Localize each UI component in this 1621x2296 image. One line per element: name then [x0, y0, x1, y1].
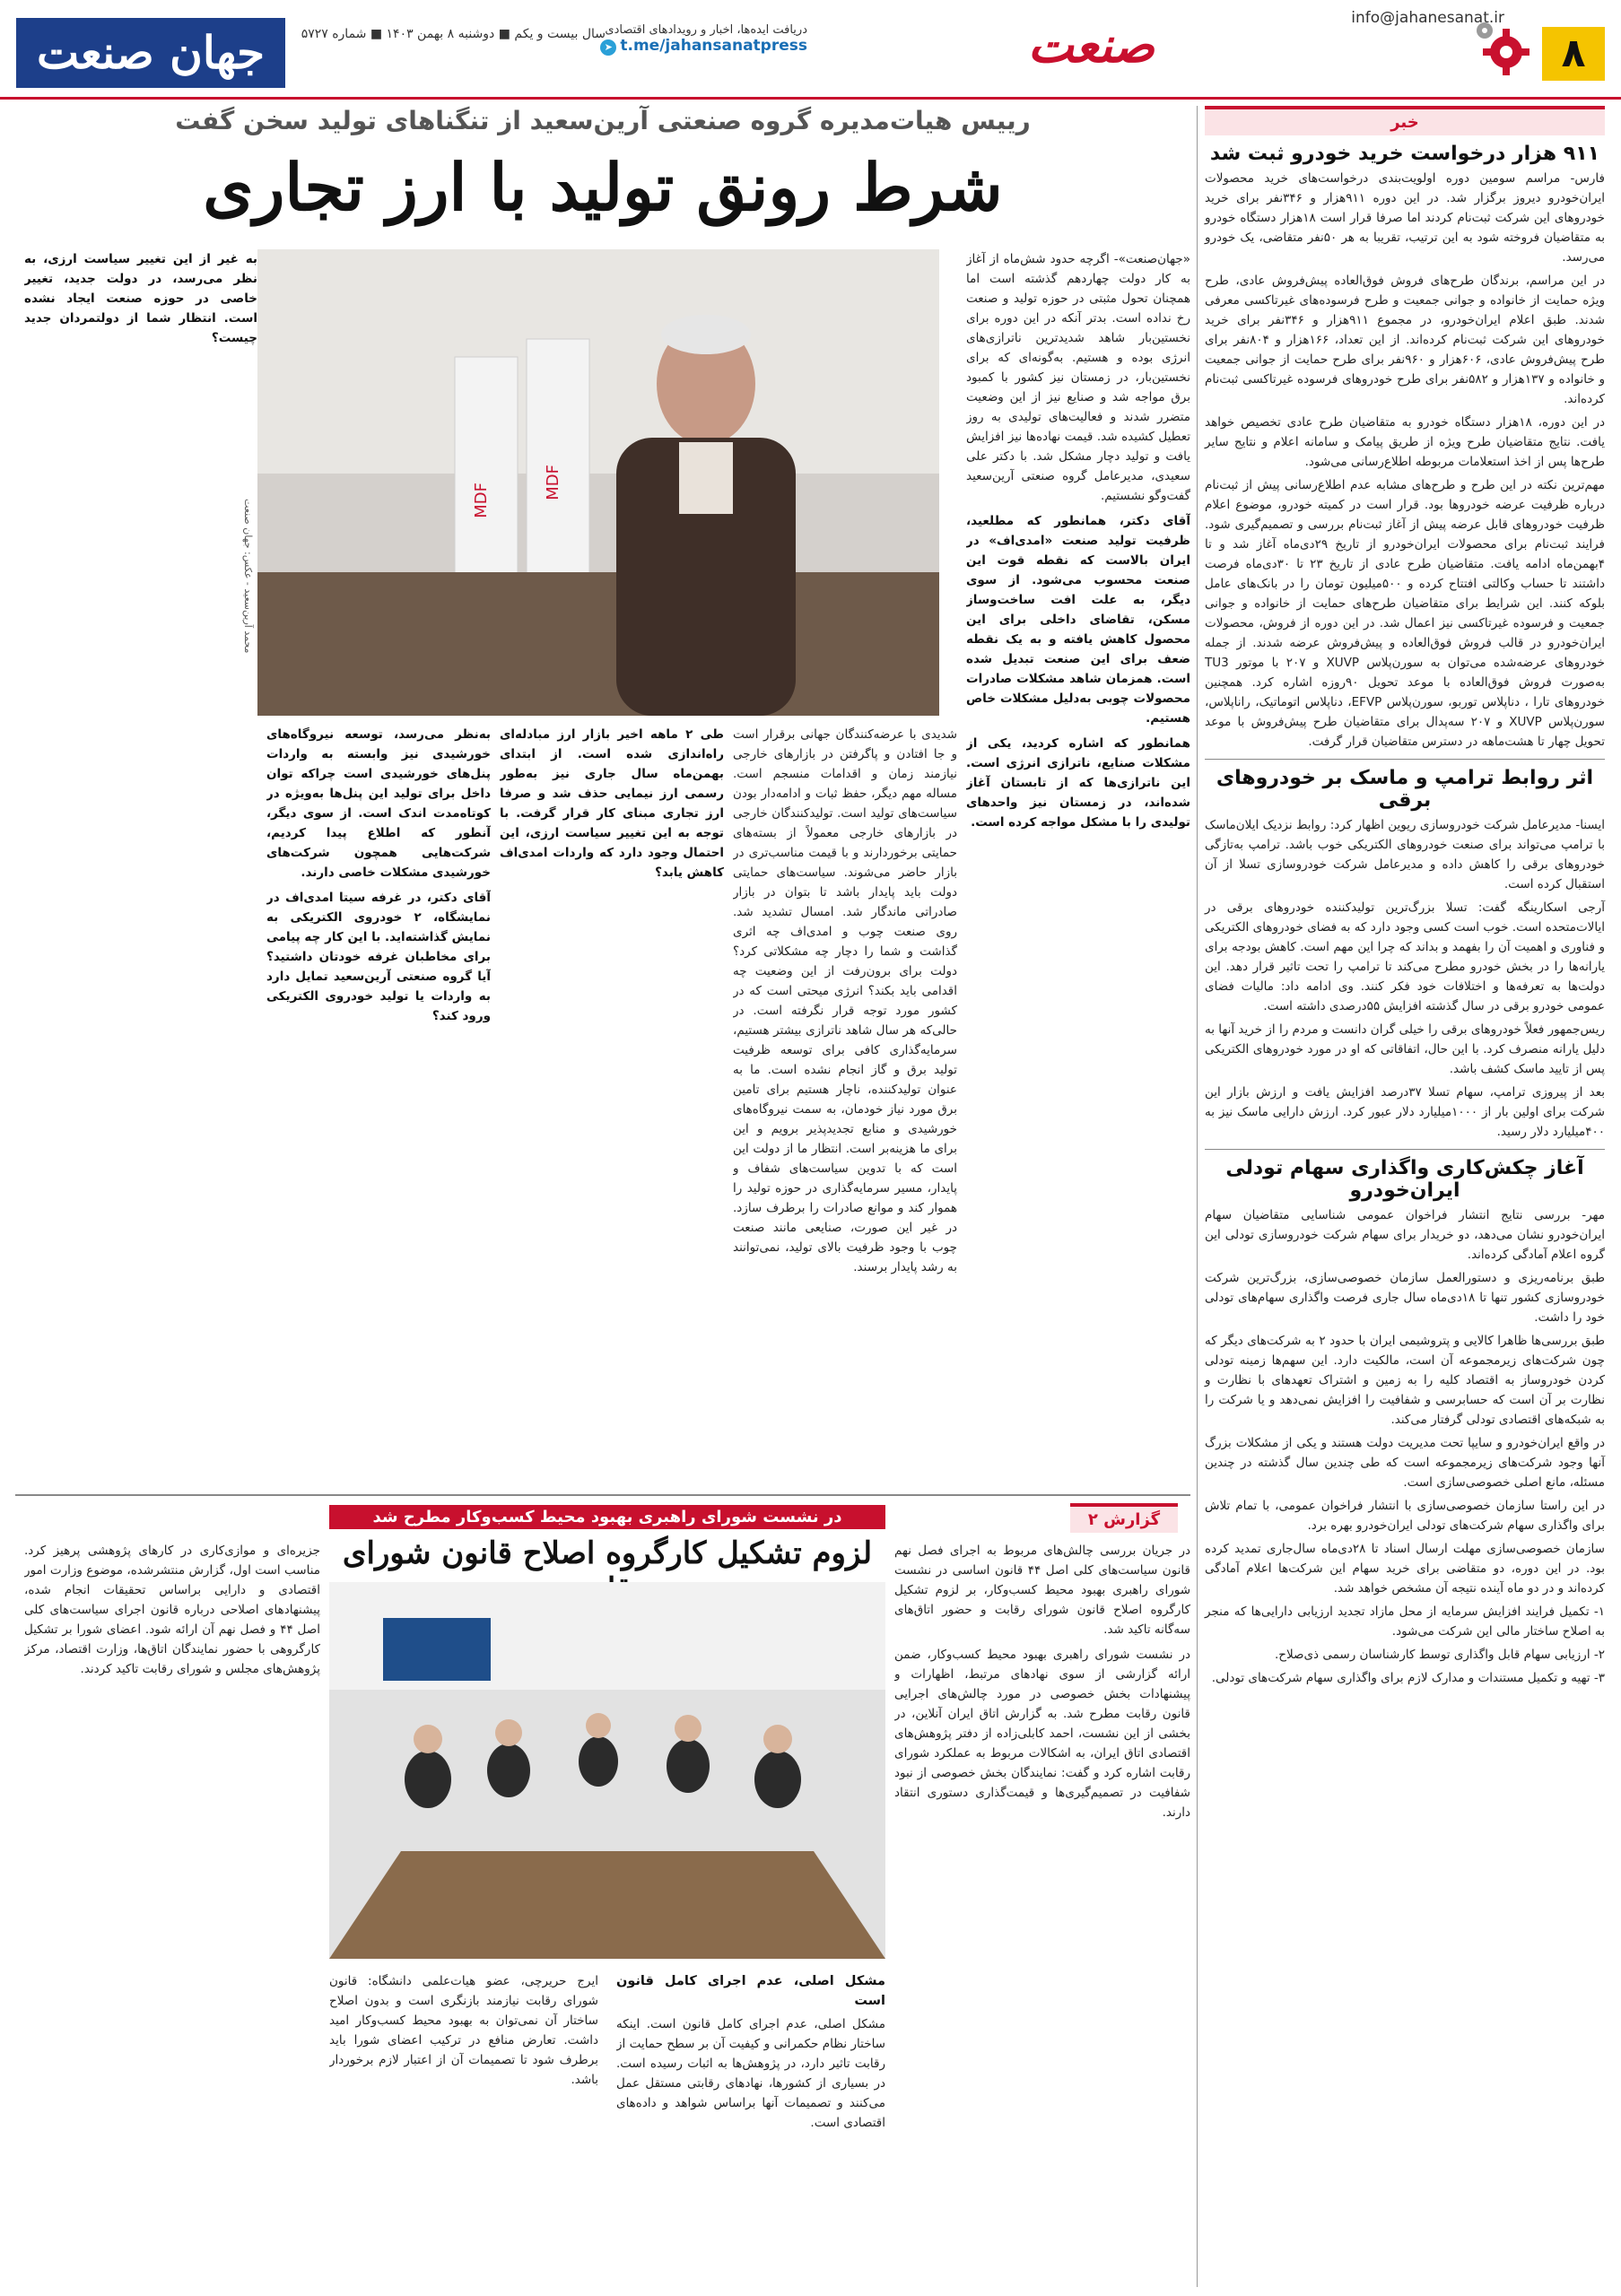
article-question: به‌نظر می‌رسد، توسعه نیروگاه‌های خورشیدی نیز وابسته به واردات پنل‌های خورشیدی است چراکه توان داخل برای تولید این پنل‌ها به‌ویژه در کوتاه‌مدت اندک است. از سوی دیگر، آنطور که اطلاع پیدا کردیم، شرکت‌هایی همچون شرکت‌های خورشیدی مشکلات خاصی دارند.	[266, 727, 491, 880]
svg-text:MDF: MDF	[544, 465, 562, 500]
report-section	[15, 1494, 1190, 2289]
report-column	[329, 1971, 598, 2276]
report-column	[894, 1541, 1190, 2276]
news-paragraph: در این دوره، ۱۸هزار دستگاه خودرو به متقاضیان طرح عادی تخصیص خواهد یافت. نتایج متقاضیان طرح ویژه از طریق پیامک و سامانه اعلام و نتایج سایر طرح‌ها پس از اخذ استعلامات مربوطه اطلاع‌رسانی می‌شود.	[1205, 415, 1606, 469]
article-body: شدیدی با عرضه‌کنندگان جهانی برقرار است و جا افتادن و پاگرفتن در بازارهای خارجی نیازمند زمان و اقدامات منسجم است. مساله مهم دیگر، حفظ ثبات و ادامه‌دار بودن سیاست‌های تولید است. تولیدکنندگان خارجی در بازارهای خارجی معمولاً از بسته‌های حمایتی برخوردارند و با قیمت مناسب‌تری در بازار حاضر می‌شوند. سیاست‌های حمایتی دولت باید پایدار باشد تا بتوان در بازار صادراتی ماندگار شد. امسال تشدید شد. روی صنعت چوب و امدی‌اف چه اثری گذاشت و شما را دچار چه مشکلاتی کرد؟ دولت برای برون‌رفت از این وضعیت چه اقدامی باید بکند؟ انرژی میحتی است که در کشور مورد توجه قرار نگرفته است. در حالی‌که هر سال شاهد ناترازی بیشتر هستیم، سرمایه‌گذاری کافی برای توسعه ظرفیت تولید برق و گاز انجام نشده است. ما به عنوان تولیدکننده، ناچار هستیم برای تامین برق مورد نیاز خودمان، به سمت نیروگاه‌های خورشیدی و منابع تجدیدپذیر برویم و این برای ما هزینه‌بر است. انتظار ما از دولت این است که با تدوین سیاست‌های شفاف و پایدار، مسیر سرمایه‌گذاری در حوزه تولید را هموار کند و موانع صادرات را برطرف سازد. در غیر این صورت، صنایعی مانند صنعت چوب با وجود ظرفیت بالای تولید، نمی‌توانند به رشد پایدار برسند.	[733, 727, 957, 1274]
report-paragraph: در جریان بررسی چالش‌های مربوط به اجرای فصل نهم قانون سیاست‌های کلی اصل ۴۴ قانون اساسی در نشست شورای راهبری بهبود محیط کسب‌وکار، بر لزوم تشکیل کارگروه اصلاح قانون شورای رقابت و حضور اتاق‌های سه‌گانه تاکید شد.	[894, 1544, 1190, 1637]
article-question: به غیر از این تغییر سیاست ارزی، به نظر می‌رسد، در دولت جدید، تغییر خاصی در حوزه صنعت ایجاد نشده است. انتظار شما از دولتمردان جدید چیست؟	[24, 252, 257, 345]
telegram-link[interactable]: t.me/jahansanatpress	[620, 37, 807, 55]
article-question: آقای دکتر، همانطور که مطلعید، ظرفیت تولید صنعت «امدی‌اف» در ایران بالاست که نقطه قوت این صنعت محسوب می‌شود. از سوی دیگر، به علت افت ساخت‌وساز مسکن، تقاضای داخلی برای این محصول کاهش یافته و به یک نقطه ضعف برای این صنعت تبدیل شده است. همزمان شاهد مشکلات صادرات محصولات چوبی به‌دلیل مشکلات خاص هستیم.	[966, 514, 1190, 726]
news-body	[1205, 169, 1605, 752]
report-label: گزارش ۲	[1070, 1503, 1178, 1533]
news-label: خبر	[1205, 106, 1605, 135]
news-paragraph: طبق بررسی‌ها ظاهرا کالایی و پتروشیمی ایران با حدود ۲ به شرکت‌های دیگر که چون شرکت‌های زیرمجموعه آن است، مالکیت دارد. این سهم‌ها زمینه تودلی کردن خودروساز به اقتصاد کلیه را به زمین و اشتراک تعهدهای با نظارت و نظارت بر آن است که حسابرسی و شفافیت را افزایش نمی‌دهد و یا شرکت را به شبکه‌های اقتصادی تودلی گرفتار می‌کند.	[1205, 1334, 1605, 1427]
report-title: لزوم تشکیل کارگروه اصلاح قانون شورای	[342, 1535, 873, 1571]
news-paragraph: در واقع ایران‌خودرو و سایپا تحت مدیریت دولت هستند و یکی از مشکلات بزرگ آنها وجود شرکت‌های زیرمجموعه است که طی چندین سال گذشته در چندین مسئله، مانع اصلی خصوصی‌سازی است.	[1205, 1436, 1605, 1490]
divider	[1205, 1149, 1605, 1150]
divider	[1205, 759, 1605, 760]
article-question: همانطور که اشاره کردید، یکی از مشکلات صنایع، ناترازی انرژی است. این ناترازی‌ها که از تابستان آغاز شده‌اند، در زمستان نیز واحدهای تولیدی را با مشکل مواجه کرده است.	[966, 736, 1190, 830]
report-kicker: در نشست شورای راهبری بهبود محیط کسب‌وکار مطرح شد	[329, 1505, 885, 1529]
news-body	[1205, 815, 1605, 1142]
article-question: طی ۲ ماهه اخیر بازار ارز مبادله‌ای راه‌اندازی شده است. از ابتدای بهمن‌ماه سال جاری نیز به‌طور رسمی ارز نیمایی حذف شد و صرفا ارز تجاری مبنای کار قرار گرفت. با توجه به این تغییر سیاست ارزی، این احتمال وجود دارد که واردات امدی‌اف کاهش یابد؟	[500, 727, 724, 880]
news-paragraph: مهم‌ترین نکته در این طرح و طرح‌های مشابه عدم اطلاع‌رسانی پیش از ثبت‌نام درباره ظرفیت عرضه خودروها بود. قرار است در کمیته خودرو، موضوع اعلام ظرفیت خودروهای قابل عرضه پیش از آغاز ثبت‌نام بررسی و تصمیم‌گیری شود. فرایند ثبت‌نام برای محصولات ایران‌خودرو از تاریخ ۲۹دی‌ماه آغاز شد و تا ۴بهمن‌ماه ادامه یافت. متقاضیان طرح عادی از تاریخ ۲۳ تا ۳۰دی‌ماه فرصت داشتند تا حساب وکالتی افتتاح کرده و ۵۰۰میلیون تومان را در بانک‌های عامل بلوکه کنند. این شرایط برای متقاضیان طرح‌های حمایت از خانواده و جوانی جمعیت و فرسوده غیرتاکسی نیز اعمال شد. در این دوره از فروش، محصولات ایران‌خودرو در قالب فروش فوق‌العاده و پیش‌فروش عرضه شدند. از جمله خودروهای عرضه‌شده می‌توان به سورن‌پلاس XUVP و ۲۰۷ با موتور TU3 به‌صورت فروش فوق‌العاده با موعد تحویل ۹۰روزه اشاره کرد. همچنین خودروهای تارا ، دنا‌پلاس توربو، سورن‌پلاس EFVP، دنا‌پلاس اتوماتیک، رانا‌پلاس، سورن‌پلاس XUVP و ۲۰۷ سه‌پدال برای متقاضیان طرح پیش‌فروش با موعد تحویل چهار تا هشت‌ماهه در دسترس متقاضیان قرار گرفت.	[1205, 478, 1606, 749]
meeting-photo	[329, 1582, 885, 1959]
article-column	[733, 725, 957, 1478]
issue-line: سال بیست و یکم ■ دوشنبه ۸ بهمن ۱۴۰۳ ■ شماره ۵۷۲۷	[301, 27, 606, 41]
report-paragraph: جزیره‌ای و موازی‌کاری در کارهای پژوهشی پرهیز کرد. مناسب است اول، گزارش منتشرشده، موضوع وزارت امور اقتصادی و دارایی براساس تحقیقات انجام شده، پیشنهادهای اصلاحی درباره قانون اجرای سیاست‌های کلی اصل ۴۴ و فصل نهم آن ارائه شود. اعضای شورا بر تشکیل کارگروهی با حضور نمایندگان اتاق‌ها، وزارت اقتصاد، مرکز پژوهش‌های مجلس و شورای رقابت تاکید کردند.	[24, 1544, 320, 1676]
news-paragraph: ۳- تهیه و تکمیل مستندات و مدارک لازم برای واگذاری سهام شرکت‌های تودلی.	[1211, 1671, 1605, 1685]
page-number: ۸	[1542, 27, 1605, 81]
news-paragraph: در این مراسم، برندگان طرح‌های فروش فوق‌العاده پیش‌فروش عادی، طرح ویژه حمایت از خانواده و جوانی جمعیت و طرح فرسوده‌های غیرتاکسی معرفی شدند. طبق اعلام ایران‌خودرو، در مجموع ۹۱۱هزار و ۳۴۶نفر برای خرید خودروهای این شرکت ثبت‌نام کرده‌اند. از این تعداد، ۱۶۶هزار و ۸۰۴نفر برای طرح پیش‌فروش عادی، ۶۰۶هزار و ۹۶۰نفر برای طرح حمایت از جوانی جمعیت و خانواده و ۱۳۷هزار و ۵۸۲نفر برای طرح خودروهای فرسوده غیرتاکسی ثبت‌نام کرده‌اند.	[1205, 274, 1605, 406]
article-kicker: رییس هیات‌مدیره گروه صنعتی آرین‌سعید از تنگناهای تولید سخن گفت	[175, 106, 1031, 135]
main-article	[15, 106, 1190, 1487]
contact-email[interactable]: info@jahanesanat.ir	[1351, 9, 1504, 27]
news-paragraph: مهر- بررسی نتایج انتشار فراخوان عمومی شناسایی متقاضیان سهام ایران‌خودرو نشان می‌دهد، دو خریدار برای سهام شرکت خودروسازی تودلی این گروه اعلام آمادگی کرده‌اند.	[1205, 1208, 1605, 1262]
news-body	[1205, 1205, 1605, 1688]
news-paragraph: در این راستا سازمان خصوصی‌سازی با انتشار فراخوان عمومی، با تمام تلاش برای واگذاری سهام شرکت‌های تودلی ایران‌خودرو بهره برد.	[1205, 1499, 1605, 1533]
report-paragraph: ایرج حریرچی، عضو هیات‌علمی دانشگاه: قانون شورای رقابت نیازمند بازنگری است و بدون اصلاح ساختار آن نمی‌توان به بهبود محیط کسب‌وکار امید داشت. تعارض منافع در ترکیب اعضای شورا باید برطرف شود تا تصمیمات آن از اعتبار لازم برخوردار باشد.	[329, 1974, 598, 2087]
article-column	[500, 725, 724, 1478]
news-paragraph: ریس‌جمهور فعلاً خودروهای برقی را خیلی گران دانست و مردم را از خرید آنها به دلیل یارانه منصرف کرد. با این حال، اتفاقاتی که او در مورد خودروهای الکتریکی پس از تایید ماسک کشف باشد.	[1205, 1022, 1605, 1076]
newspaper-logo: جهان صنعت	[16, 18, 285, 88]
report-column	[24, 1541, 320, 2276]
news-paragraph: سازمان خصوصی‌سازی مهلت ارسال اسناد تا ۲۸دی‌ماه سال‌جاری تمدید کرده بود. در این دوره، دو متقاضی برای خرید سهام این شرکت‌ها اعلام آمادگی کرده‌اند و در دو ماه آینده نتیجه آن مشخص خواهد شد.	[1205, 1542, 1605, 1596]
svg-text:MDF: MDF	[472, 483, 491, 518]
report-column	[616, 1971, 885, 2276]
news-title: اثر روابط ترامپ و ماسک بر خودروهای برقی	[1216, 767, 1594, 812]
news-title: ۹۱۱ هزار درخواست خرید خودرو ثبت شد	[1209, 143, 1600, 165]
news-paragraph: فارس- مراسم سومین دوره اولویت‌بندی درخواست‌های خرید محصولات ایران‌خودرو دیروز برگزار شد. در این دوره ۹۱۱هزار و ۳۴۶نفر برای خرید خودروهای این شرکت ثبت‌نام کردند اما صرفا قرار است ۱۸هزار دستگاه خودرو به متقاضیان فروخته شود به این ترتیب، تقریبا به هر ۵۰نفر متقاضی، یک خودرو می‌رسد.	[1205, 171, 1605, 265]
article-intro: «جهان‌صنعت»- اگرچه حدود شش‌ماه از آغاز به کار دولت چهاردهم گذشته است اما همچنان تحول مثبتی در حوزه تولید و صنعت رخ نداده است. بدتر آنکه در این دوره برای نخستین‌بار شاهد شدیدترین ناترازی‌های انرژی بوده و هستیم. به‌گونه‌ای که برای نخستین‌بار، در زمستان نیز کشور با کمبود برق مواجه شد و صنایع نیز از این وضعیت متضرر شدند و فعالیت‌های تولیدی به روز تعطیل کشیده شد. قیمت نهاده‌ها نیز افزایش یافت و تولید دچار مشکل شد. با دکتر علی سعیدی، مدیرعامل گروه صنعتی آرین‌سعید گفت‌وگو نشستیم.	[966, 252, 1190, 503]
section-title: صنعت	[1027, 16, 1155, 74]
article-column	[266, 725, 491, 1478]
news-paragraph: ۱- تکمیل فرایند افزایش سرمایه از محل مازاد تجدید ارزیابی دارایی‌ها که منجر به اصلاح ساختار مالی این شرکت می‌شود.	[1205, 1605, 1605, 1639]
telegram-icon: ➤	[600, 39, 616, 56]
photo-caption: محمد آرین‌سعید - عکس: جهان صنعت	[242, 498, 254, 653]
report-subhead: مشکل اصلی، عدم اجرای کامل قانون است	[616, 1974, 885, 2008]
news-paragraph: بعد از پیروزی ترامپ، سهام تسلا ۳۷درصد افزایش یافت و ارزش بازار این شرکت برای اولین بار از ۱۰۰۰میلیارد دلار عبور کرد. ارزش دارایی ماسک نیز به ۴۰۰میلیارد دلار رسید.	[1205, 1085, 1606, 1139]
news-paragraph: ۲- ارزیابی سهام قابل واگذاری توسط کارشناسان رسمی ذی‌صلاح.	[1274, 1648, 1605, 1662]
article-column	[966, 249, 1190, 1478]
news-title: آغاز چکش‌کاری واگذاری سهام تودلی ایران‌خودرو	[1225, 1157, 1584, 1202]
news-paragraph: آرجی اسکارینگه گفت: تسلا بزرگ‌ترین تولیدکننده خودروهای برقی در ایالات‌متحده است. خوب است کسی وجود دارد که به فضای خودروهای الکتریکی و فناوری و اهمیت آن را بفهمد و بداند که چرا این مهم است. کاهش بودجه برای یارانه‌ها را در بخش خودرو مطرح می‌کند تا ترامپ را تحت تاثیر قرار دهد. این دولت‌ها به تعرفه‌ها و اختلافات خود فکر کنند. وی ادامه داد: مالیات فضای عمومی خودرو برقی در سال گذشته افزایش ۵۵درصدی داشته است.	[1205, 900, 1605, 1013]
news-paragraph: طبق برنامه‌ریزی و دستورالعمل سازمان خصوصی‌سازی، بزرگ‌ترین شرکت خودروسازی کشور تنها تا ۱۸دی‌ماه سال جاری فرصت واگذاری سهام‌های تودلی خود را داشت.	[1205, 1271, 1605, 1325]
article-question: آقای دکتر، در غرفه سیتا امدی‌اف در نمایشگاه، ۲ خودروی الکتریکی به نمایش گذاشته‌اید. با این کار چه پیامی برای مخاطبان غرفه خودتان داشتید؟ آیا گروه صنعتی آرین‌سعید تمایل دارد به واردات یا تولید خودروی الکتریکی ورود کند؟	[266, 891, 491, 1023]
telegram-text: دریافت ایده‌ها، اخبار و رویدادهای اقتصادی	[605, 23, 807, 37]
article-column	[24, 249, 257, 1478]
news-column	[1197, 106, 1605, 2287]
interview-photo	[257, 249, 939, 716]
news-paragraph: ایسنا- مدیرعامل شرکت خودروسازی ریوین اظهار کرد: روابط نزدیک ایلان‌ماسک با ترامپ می‌تواند برای صنعت خودروهای الکتریکی خوب باشد. ترامپ به‌تازگی خودروهای برقی را کاهش داده و مدیرعامل شرکت خودروسازی تسلا از آن استقبال کرده است.	[1205, 818, 1605, 891]
report-paragraph: در نشست شورای راهبری بهبود محیط کسب‌وکار، ضمن ارائه گزارشی از سوی نهادهای مرتبط، اظهارات و پیشنهادات بخش خصوصی در مورد چالش‌های اجرایی قانون رقابت مطرح شد. به گزارش اتاق ایران آنلاین، در بخشی از این نشست، احمد کابلی‌زاده از دفتر پژوهش‌های اقتصادی اتاق ایران، به اشکالات مربوط به عملکرد شورای رقابت اشاره کرد و گفت: نمایندگان بخش خصوصی از نبود شفافیت در تصمیم‌گیری‌ها و قیمت‌گذاری دستوری انتقاد دارند.	[894, 1648, 1190, 1820]
page-header	[0, 0, 1621, 100]
article-headline: شرط رونق تولید با ارز تجاری	[203, 149, 1003, 225]
report-paragraph: مشکل اصلی، عدم اجرای کامل قانون است. اینکه ساختار نظام حکمرانی و کیفیت آن بر سطح حمایت از رقابت تاثیر دارد، در پژوهش‌ها به اثبات رسیده است. در بسیاری از کشورها، نهادهای رقابتی مستقل عمل می‌کنند و تصمیمات آنها براساس شواهد و داده‌های اقتصادی است.	[616, 2017, 885, 2130]
